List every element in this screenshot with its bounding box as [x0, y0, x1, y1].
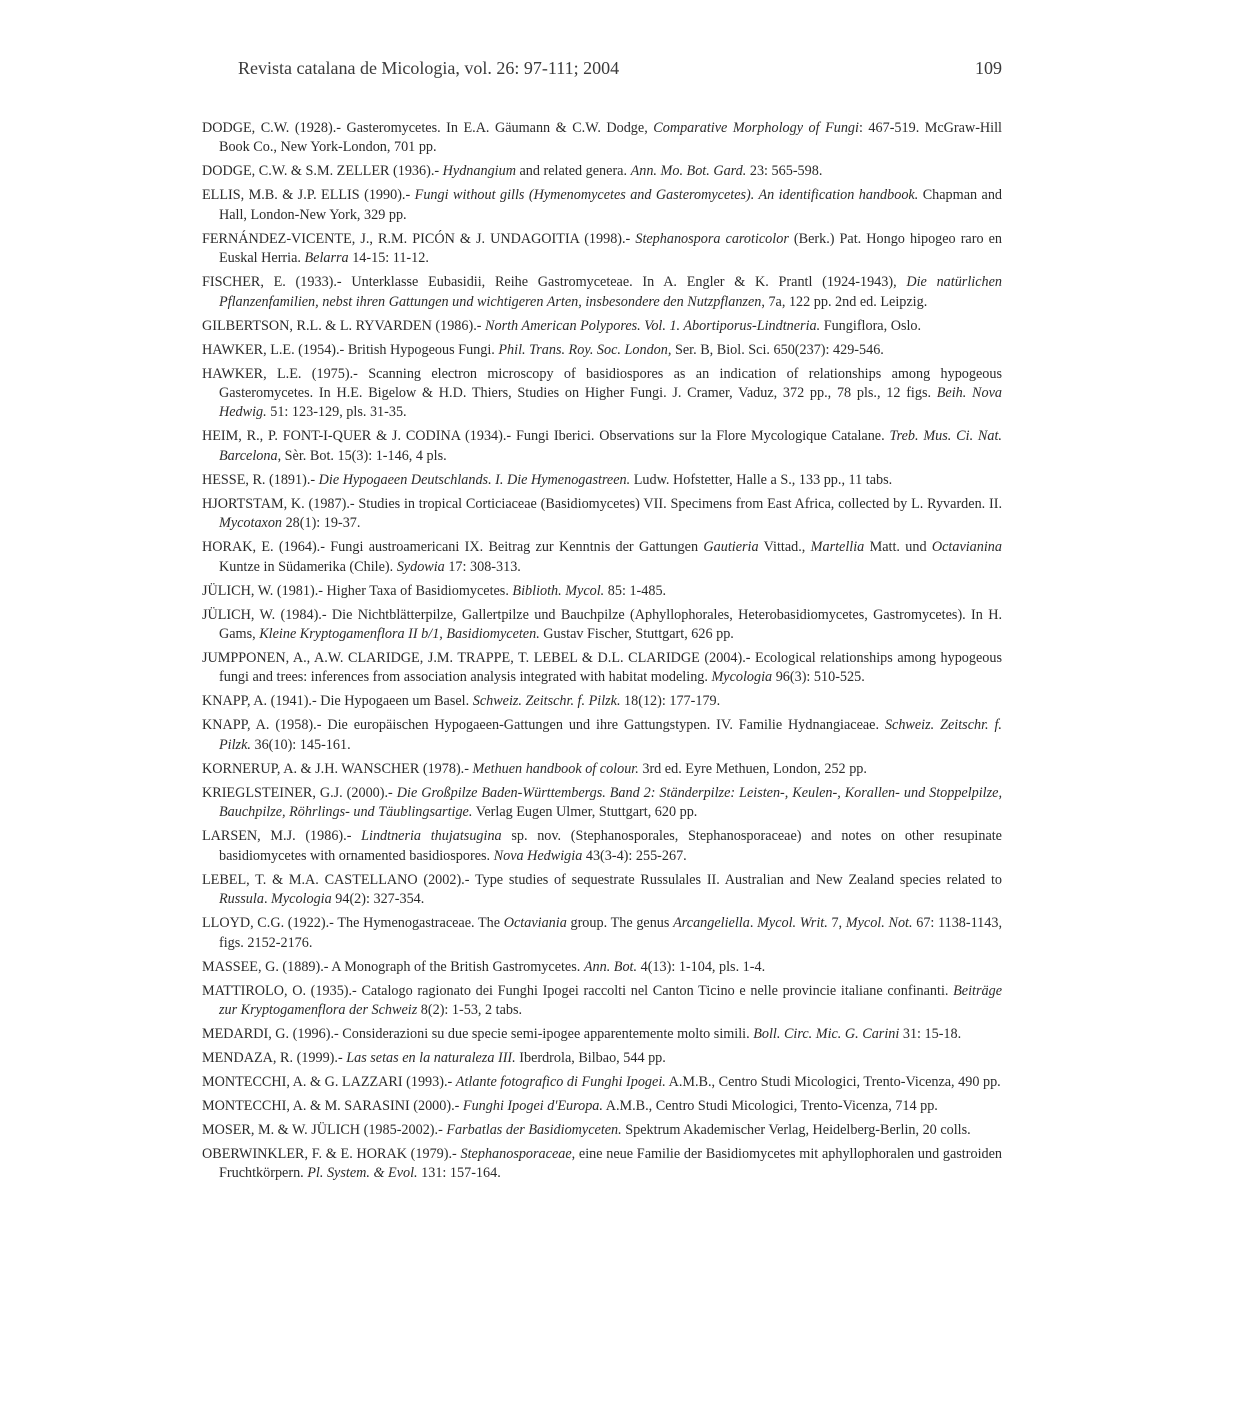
reference-entry: [202, 317, 1002, 336]
reference-entry: [202, 365, 1002, 423]
reference-text: 18(12): 177-179.: [620, 693, 721, 710]
reference-entry: [202, 1121, 1002, 1140]
reference-text: 43(3-4): 255-267.: [582, 847, 687, 864]
reference-text: HORAK, E. (1964).- Fungi austroamericani IX. Beitrag zur Kenntnis der Gattungen: [202, 539, 704, 556]
reference-entry: [202, 784, 1002, 823]
reference-text: DODGE, C.W. & S.M. ZELLER (1936).-: [202, 163, 443, 180]
reference-entry: [202, 582, 1002, 601]
reference-text: , eine neue Familie der Basidiomycetes mit aphyllophoralen und gastroiden Fruchtkörpern.: [219, 1145, 1002, 1182]
reference-entry: [202, 230, 1002, 269]
reference-text: : 467-519. McGraw-Hill Book Co., New York-London, 701 pp.: [219, 120, 1002, 156]
reference-italic-text: Arcangeliella: [673, 915, 750, 932]
reference-text: HESSE, R. (1891).-: [202, 471, 319, 488]
reference-italic-text: Mycol. Not.: [845, 915, 913, 932]
reference-text: Iberdrola, Bilbao, 544 pp.: [515, 1049, 666, 1066]
reference-italic-text: Schweiz. Zeitschr. f. Pilzk.: [472, 693, 621, 710]
reference-text: 36(10): 145-161.: [250, 736, 351, 753]
reference-italic-text: Fungi without gills (Hymenomycetes and Gasteromycetes). An identification handbook.: [414, 187, 919, 204]
reference-text: 96(3): 510-525.: [772, 669, 865, 686]
reference-text: MASSEE, G. (1889).- A Monograph of the British Gastromycetes.: [202, 958, 584, 975]
reference-text: Spektrum Akademischer Verlag, Heidelberg-Berlin, 20 colls.: [621, 1121, 971, 1138]
reference-text: 51: 123-129, pls. 31-35.: [266, 404, 407, 421]
reference-text: , 7a, 122 pp. 2nd ed. Leipzig.: [761, 293, 928, 310]
reference-entry: [202, 606, 1002, 645]
reference-text: 31: 15-18.: [899, 1025, 962, 1042]
reference-text: Chapman and Hall, London-New York, 329 pp.: [219, 187, 1003, 223]
reference-italic-text: Octavianina: [931, 539, 1002, 556]
reference-italic-text: Die Hypogaeen Deutschlands. I. Die Hymenogastreen.: [318, 471, 631, 488]
reference-entry: [202, 119, 1002, 158]
reference-entry: [202, 692, 1002, 711]
reference-entry: [202, 427, 1002, 466]
reference-text: 28(1): 19-37.: [282, 515, 361, 532]
reference-italic-text: Atlante fotografico di Funghi Ipogei.: [455, 1073, 666, 1090]
reference-text: 23: 565-598.: [746, 163, 823, 180]
reference-entry: [202, 827, 1002, 866]
reference-text: (Berk.) Pat. Hongo hipogeo raro en Euskal Herria.: [219, 230, 1002, 267]
reference-text: 85: 1-485.: [604, 582, 667, 599]
reference-italic-text: Mycologia: [711, 669, 773, 686]
reference-text: FERNÁNDEZ-VICENTE, J., R.M. PICÓN & J. UNDAGOITIA (1998).-: [202, 230, 636, 247]
reference-text: HEIM, R., P. FONT-I-QUER & J. CODINA (1934).- Fungi Iberici. Observations sur la Flore Mycologique Catalane.: [202, 428, 890, 445]
reference-entry: [202, 982, 1002, 1021]
reference-text: HJORTSTAM, K. (1987).- Studies in tropical Corticiaceae (Basidiomycetes) VII. Specimens from East Africa, collected by L. Ryvarden. II.: [202, 495, 1002, 512]
reference-text: OBERWINKLER, F. & E. HORAK (1979).-: [202, 1145, 461, 1162]
reference-text: FISCHER, E. (1933).- Unterklasse Eubasidii, Reihe Gastromyceteae. In A. Engler & K. Prantl (1924-1943),: [202, 274, 907, 291]
reference-italic-text: Die natürlichen Pflanzenfamilien, nebst ihren Gattungen und wichtigeren Arten, insbesondere den Nutzpflanzen: [219, 274, 1002, 310]
reference-text: 94(2): 327-354.: [331, 891, 425, 908]
reference-text: LLOYD, C.G. (1922).- The Hymenogastraceae. The: [202, 915, 504, 932]
reference-italic-text: Gautieria: [703, 539, 759, 556]
reference-italic-text: Lindtneria thujatsugina: [361, 828, 502, 845]
reference-italic-text: Biblioth. Mycol.: [512, 582, 605, 599]
journal-citation: Revista catalana de Micologia, vol. 26: 97-111; 2004: [238, 58, 620, 78]
reference-italic-text: Nova Hedwigia: [493, 847, 583, 864]
reference-text: MOSER, M. & W. JÜLICH (1985-2002).-: [202, 1121, 447, 1138]
reference-text: DODGE, C.W. (1928).- Gasteromycetes. In E.A. Gäumann & C.W. Dodge,: [202, 120, 654, 136]
reference-italic-text: Las setas en la naturaleza III.: [346, 1049, 516, 1066]
reference-text: KORNERUP, A. & J.H. WANSCHER (1978).-: [202, 760, 473, 777]
reference-text: MONTECCHI, A. & G. LAZZARI (1993).-: [202, 1073, 456, 1090]
reference-text: MENDAZA, R. (1999).-: [202, 1049, 347, 1066]
reference-text: LEBEL, T. & M.A. CASTELLANO (2002).- Type studies of sequestrate Russulales II. Australian and New Zealand species related to: [202, 871, 1002, 888]
reference-italic-text: Martellia: [810, 539, 865, 556]
reference-text: 7,: [827, 915, 846, 932]
reference-text: Kuntze in Südamerika (Chile).: [219, 558, 397, 575]
reference-entry: [202, 1049, 1002, 1068]
reference-entry: [202, 538, 1002, 577]
reference-text: Ludw. Hofstetter, Halle a S., 133 pp., 11 tabs.: [630, 471, 893, 488]
reference-text: KNAPP, A. (1958).- Die europäischen Hypogaeen-Gattungen und ihre Gattungstypen. IV. Familie Hydnangiaceae.: [202, 717, 885, 734]
reference-text: Ser. B, Biol. Sci. 650(237): 429-546.: [671, 341, 884, 358]
reference-text: group. The genus: [566, 915, 674, 932]
reference-entry: [202, 760, 1002, 779]
reference-entry: [202, 1145, 1002, 1184]
reference-italic-text: Octaviania: [503, 915, 567, 932]
reference-text: LARSEN, M.J. (1986).-: [202, 828, 362, 845]
reference-text: 4(13): 1-104, pls. 1-4.: [637, 958, 766, 975]
reference-italic-text: Ann. Mo. Bot. Gard.: [630, 163, 747, 180]
reference-text: Matt. und: [864, 539, 932, 556]
reference-italic-text: Funghi Ipogei d'Europa.: [462, 1097, 603, 1114]
reference-text: GILBERTSON, R.L. & L. RYVARDEN (1986).-: [202, 317, 486, 334]
reference-text: Gustav Fischer, Stuttgart, 626 pp.: [539, 626, 734, 643]
reference-text: 14-15: 11-12.: [348, 250, 429, 267]
reference-italic-text: Hydnangium: [442, 163, 516, 180]
reference-entry: [202, 495, 1002, 534]
reference-entry: [202, 958, 1002, 977]
reference-text: 8(2): 1-53, 2 tabs.: [417, 1001, 523, 1018]
reference-text: 17: 308-313.: [444, 558, 521, 575]
reference-italic-text: Russula: [219, 891, 264, 908]
reference-text: MEDARDI, G. (1996).- Considerazioni su due specie semi-ipogee apparentemente molto simili.: [202, 1025, 754, 1042]
reference-text: 3rd ed. Eyre Methuen, London, 252 pp.: [638, 760, 867, 777]
reference-italic-text: Kleine Kryptogamenflora II b/1, Basidiomyceten.: [259, 626, 540, 643]
reference-entry: [202, 162, 1002, 181]
reference-entry: [202, 1073, 1002, 1092]
reference-text: , Sèr. Bot. 15(3): 1-146, 4 pls.: [277, 447, 447, 464]
reference-entry: [202, 1025, 1002, 1044]
reference-entry: [202, 273, 1002, 312]
reference-entry: [202, 341, 1002, 360]
reference-entry: [202, 471, 1002, 490]
reference-text: Verlag Eugen Ulmer, Stuttgart, 620 pp.: [472, 804, 698, 821]
reference-text: A.M.B., Centro Studi Micologici, Trento-Vicenza, 490 pp.: [665, 1073, 1001, 1090]
reference-text: 131: 157-164.: [417, 1165, 501, 1182]
reference-italic-text: Sydowia: [396, 558, 445, 575]
reference-italic-text: Pl. System. & Evol.: [307, 1165, 418, 1182]
reference-italic-text: Mycotaxon: [219, 515, 283, 532]
reference-text: A.M.B., Centro Studi Micologici, Trento-Vicenza, 714 pp.: [602, 1097, 938, 1114]
reference-italic-text: Methuen handbook of colour.: [472, 760, 639, 777]
reference-entry: [202, 871, 1002, 910]
reference-text: JÜLICH, W. (1984).- Die Nichtblätterpilze, Gallertpilze und Bauchpilze (Aphyllophorales, Heterobasidiomycetes, Gastromycetes). In H. Gams,: [202, 606, 1002, 643]
reference-italic-text: Mycologia: [271, 891, 332, 908]
reference-text: and related genera.: [515, 163, 631, 180]
reference-italic-text: Treb. Mus. Ci. Nat. Barcelona: [219, 428, 1002, 464]
reference-entry: [202, 186, 1002, 225]
reference-italic-text: Belarra: [304, 250, 349, 267]
reference-entry: [202, 649, 1002, 688]
reference-italic-text: Phil. Trans. Roy. Soc. London,: [498, 341, 672, 358]
reference-text: MATTIROLO, O. (1935).- Catalogo ragionato dei Funghi Ipogei raccolti nel Canton Ticino e nelle provincie italiane confinanti.: [202, 982, 954, 999]
reference-italic-text: Stephanospora caroticolor: [635, 230, 789, 247]
reference-text: MONTECCHI, A. & M. SARASINI (2000).-: [202, 1097, 463, 1114]
reference-text: JUMPPONEN, A., A.W. CLARIDGE, J.M. TRAPPE, T. LEBEL & D.L. CLARIDGE (2004).- Ecological relationships among hypogeous fungi and trees: inferences from association analysis integrated with habitat modeling.: [202, 650, 1002, 686]
reference-italic-text: North American Polypores. Vol. 1. Abortiporus-Lindtneria.: [485, 317, 821, 334]
reference-text: HAWKER, L.E. (1954).- British Hypogeous Fungi.: [202, 341, 499, 358]
reference-text: KRIEGLSTEINER, G.J. (2000).-: [202, 784, 397, 801]
reference-italic-text: Die Großpilze Baden-Württembergs. Band 2: Ständerpilze: Leisten-, Keulen-, Korallen- und Stoppelpilze, Bauchpilze, Röhrlings- und Täublingsartige.: [219, 784, 1002, 821]
reference-italic-text: Farbatlas der Basidiomyceten.: [446, 1121, 622, 1138]
reference-text: HAWKER, L.E. (1975).- Scanning electron microscopy of basidiospores as an indication of relationships among hypogeous Gasteromycetes. In H.E. Bigelow & H.D. Thiers, Studies on Higher Fungi. J. Cramer, Vaduz, 372 pp., 78 pls., 12 figs.: [202, 365, 1002, 402]
reference-text: .: [263, 891, 272, 908]
reference-italic-text: Beih. Nova Hedwig.: [219, 385, 1002, 421]
reference-text: 67: 1138-1143, figs. 2152-2176.: [219, 915, 1003, 951]
reference-list: [202, 119, 1002, 1188]
page-number: 109: [975, 58, 1002, 78]
reference-italic-text: Beiträge zur Kryptogamenflora der Schweiz: [219, 982, 1002, 1018]
reference-italic-text: Mycol. Writ.: [757, 915, 828, 932]
reference-text: Vittad.,: [758, 539, 811, 556]
reference-italic-text: Ann. Bot.: [583, 958, 638, 975]
reference-italic-text: Schweiz. Zeitschr. f. Pilzk.: [219, 717, 1002, 753]
reference-italic-text: Stephanosporaceae: [460, 1145, 572, 1162]
reference-text: JÜLICH, W. (1981).- Higher Taxa of Basidiomycetes.: [202, 582, 513, 599]
reference-entry: [202, 914, 1002, 953]
reference-text: Fungiflora, Oslo.: [820, 317, 922, 334]
reference-entry: [202, 1097, 1002, 1116]
reference-entry: [202, 716, 1002, 755]
reference-text: sp. nov. (Stephanosporales, Stephanosporaceae) and notes on other resupinate basidiomycetes with ornamented basidiospores.: [219, 828, 1002, 864]
running-head: [238, 58, 1002, 82]
reference-text: .: [749, 915, 758, 932]
reference-text: KNAPP, A. (1941).- Die Hypogaeen um Basel.: [202, 693, 473, 710]
reference-text: ELLIS, M.B. & J.P. ELLIS (1990).-: [202, 187, 415, 204]
reference-italic-text: Boll. Circ. Mic. G. Carini: [753, 1025, 900, 1042]
reference-italic-text: Comparative Morphology of Fungi: [653, 120, 859, 136]
